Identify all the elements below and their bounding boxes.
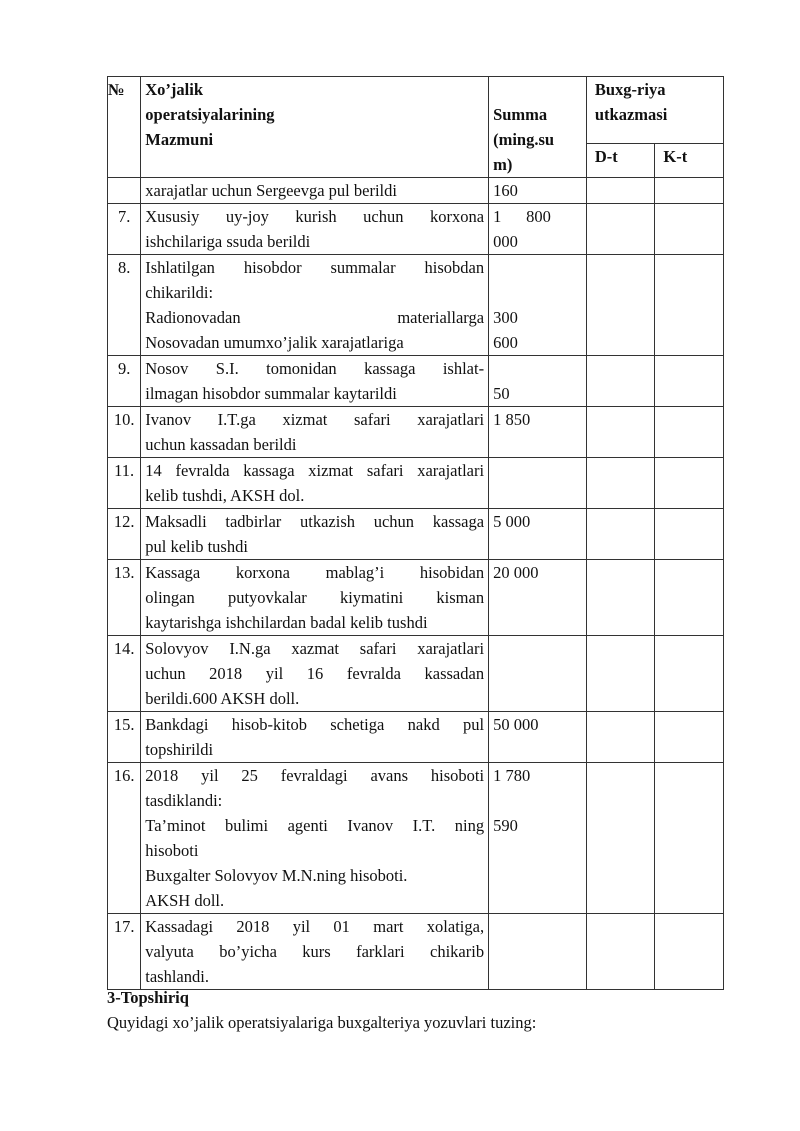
task-text: Quyidagi xo’jalik operatsiyalariga buxgalteriya yozuvlari tuzing: <box>107 1013 537 1032</box>
row-number: 13. <box>108 560 141 636</box>
row-credit-cell[interactable] <box>655 763 724 914</box>
description-line: xarajatlar uchun Sergeevga pul berildi <box>145 181 397 200</box>
row-number: 7. <box>108 204 141 255</box>
row-sum <box>489 356 587 407</box>
table-row <box>108 712 724 763</box>
row-sum <box>489 509 587 560</box>
row-sum <box>489 763 587 914</box>
footer <box>107 985 536 1035</box>
row-sum <box>489 407 587 458</box>
header-credit: K-t <box>655 143 724 177</box>
description-line: 2018 yil 25 fevraldagi avans hisoboti <box>145 766 485 785</box>
table-row <box>108 356 724 407</box>
sum-line: 160 <box>493 181 518 200</box>
sum-line: 590 <box>493 816 518 835</box>
row-number: 11. <box>108 458 141 509</box>
table-row <box>108 763 724 914</box>
row-credit-cell[interactable] <box>655 560 724 636</box>
row-credit-cell[interactable] <box>655 407 724 458</box>
document-page <box>107 76 724 990</box>
description-line: Nosov S.I. tomonidan kassaga ishlat- <box>145 359 485 378</box>
row-number: 10. <box>108 407 141 458</box>
row-debit-cell[interactable] <box>586 636 655 712</box>
row-number: 12. <box>108 509 141 560</box>
description-line: Kassaga korxona mablag’i hisobidan <box>145 563 485 582</box>
description-line: Buxgalter Solovyov M.N.ning hisoboti. <box>145 866 408 885</box>
row-credit-cell[interactable] <box>655 458 724 509</box>
description-line: Ta’minot bulimi agenti Ivanov I.T. ning <box>145 816 485 835</box>
row-description <box>141 509 489 560</box>
row-description <box>141 712 489 763</box>
row-debit-cell[interactable] <box>586 204 655 255</box>
table-row <box>108 458 724 509</box>
sum-line <box>493 255 582 280</box>
description-line: uchun kassadan berildi <box>145 435 297 454</box>
operations-table <box>107 76 724 990</box>
sum-line: 5 000 <box>493 512 531 531</box>
row-credit-cell[interactable] <box>655 914 724 990</box>
row-credit-cell[interactable] <box>655 356 724 407</box>
description-line: hisoboti <box>145 841 199 860</box>
description-line: Solovyov I.N.ga xazmat safari xarajatlari <box>145 639 485 658</box>
row-debit-cell[interactable] <box>586 178 655 204</box>
description-line: pul kelib tushdi <box>145 537 248 556</box>
row-sum <box>489 458 587 509</box>
description-line: Maksadli tadbirlar utkazish uchun kassaga <box>145 512 485 531</box>
row-description <box>141 178 489 204</box>
header-number: № <box>108 77 141 178</box>
row-debit-cell[interactable] <box>586 407 655 458</box>
row-number: 15. <box>108 712 141 763</box>
row-sum <box>489 712 587 763</box>
row-credit-cell[interactable] <box>655 178 724 204</box>
row-credit-cell[interactable] <box>655 712 724 763</box>
row-sum <box>489 914 587 990</box>
row-credit-cell[interactable] <box>655 204 724 255</box>
row-credit-cell[interactable] <box>655 255 724 356</box>
description-line: kaytarishga ishchilardan badal kelib tushdi <box>145 613 428 632</box>
description-line: Kassadagi 2018 yil 01 mart xolatiga, <box>145 917 485 936</box>
row-description <box>141 458 489 509</box>
table-row <box>108 407 724 458</box>
sum-line: 600 <box>493 333 518 352</box>
sum-line: 1 780 <box>493 766 531 785</box>
row-debit-cell[interactable] <box>586 509 655 560</box>
header-debit: D-t <box>586 143 655 177</box>
description-line: tasdiklandi: <box>145 791 223 810</box>
row-number: 8. <box>108 255 141 356</box>
row-sum <box>489 560 587 636</box>
sum-line: 50 <box>493 384 510 403</box>
row-number: 14. <box>108 636 141 712</box>
row-description <box>141 407 489 458</box>
row-number: 16. <box>108 763 141 914</box>
row-number <box>108 178 141 204</box>
row-credit-cell[interactable] <box>655 509 724 560</box>
description-line: Ishlatilgan hisobdor summalar hisobdan <box>145 258 485 277</box>
table-header <box>108 77 724 178</box>
description-line: AKSH doll. <box>145 891 225 910</box>
row-debit-cell[interactable] <box>586 560 655 636</box>
sum-line: 000 <box>493 232 518 251</box>
sum-line: 1 850 <box>493 410 531 429</box>
description-line: 14 fevralda kassaga xizmat safari xarajatlari <box>145 461 485 480</box>
description-line: valyuta bo’yicha kurs farklari chikarib <box>145 942 485 961</box>
table-body <box>108 178 724 990</box>
description-line: ishchilariga ssuda berildi <box>145 232 311 251</box>
row-debit-cell[interactable] <box>586 712 655 763</box>
description-line: berildi.600 AKSH doll. <box>145 689 300 708</box>
row-debit-cell[interactable] <box>586 356 655 407</box>
row-sum <box>489 255 587 356</box>
description-line: chikarildi: <box>145 283 214 302</box>
row-debit-cell[interactable] <box>586 763 655 914</box>
sum-line <box>493 356 582 381</box>
table-row <box>108 178 724 204</box>
header-posting: Buxg-riya utkazmasi <box>586 77 723 144</box>
description-line: olingan putyovkalar kiymatini kisman <box>145 588 485 607</box>
header-sum: Summa (ming.su m) <box>489 77 587 178</box>
description-line: Nosovadan umumxo’jalik xarajatlariga <box>145 333 404 352</box>
row-description <box>141 255 489 356</box>
header-description: Xo’jalik operatsiyalarining Mazmuni <box>141 77 489 178</box>
table-row <box>108 204 724 255</box>
sum-line: 50 000 <box>493 715 539 734</box>
sum-line <box>493 788 582 813</box>
row-description <box>141 636 489 712</box>
table-row <box>108 636 724 712</box>
description-line: tashlandi. <box>145 967 209 986</box>
sum-line <box>493 280 582 305</box>
row-credit-cell[interactable] <box>655 636 724 712</box>
description-line: Radionovadan materiallarga <box>145 308 485 327</box>
row-description <box>141 763 489 914</box>
description-line: Ivanov I.T.ga xizmat safari xarajatlari <box>145 410 485 429</box>
table-row <box>108 560 724 636</box>
sum-line: 300 <box>493 308 518 327</box>
row-description <box>141 356 489 407</box>
row-debit-cell[interactable] <box>586 255 655 356</box>
table-row <box>108 509 724 560</box>
description-line: Xususiy uy-joy kurish uchun korxona <box>145 207 485 226</box>
sum-line: 1 800 <box>493 207 551 226</box>
description-line: ilmagan hisobdor summalar kaytarildi <box>145 384 397 403</box>
description-line: topshirildi <box>145 740 214 759</box>
row-sum <box>489 636 587 712</box>
row-debit-cell[interactable] <box>586 458 655 509</box>
row-description <box>141 560 489 636</box>
description-line: Bankdagi hisob-kitob schetiga nakd pul <box>145 715 485 734</box>
sum-line: 20 000 <box>493 563 539 582</box>
table-row <box>108 914 724 990</box>
row-sum <box>489 178 587 204</box>
row-description <box>141 204 489 255</box>
table-row <box>108 255 724 356</box>
row-description <box>141 914 489 990</box>
row-number: 17. <box>108 914 141 990</box>
task-title: 3-Topshiriq <box>107 988 189 1007</box>
description-line: uchun 2018 yil 16 fevralda kassadan <box>145 664 485 683</box>
row-number: 9. <box>108 356 141 407</box>
description-line: kelib tushdi, AKSH dol. <box>145 486 305 505</box>
row-sum <box>489 204 587 255</box>
row-debit-cell[interactable] <box>586 914 655 990</box>
